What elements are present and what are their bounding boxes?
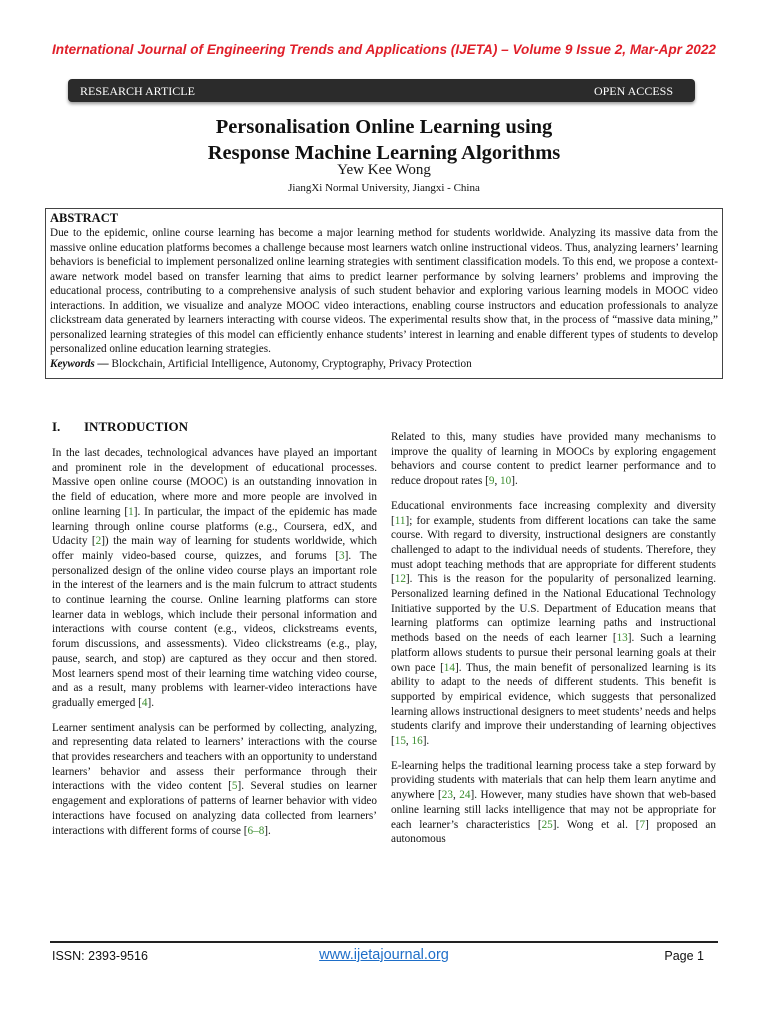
citation-link[interactable]: 23 — [441, 789, 453, 802]
paragraph: E-learning helps the traditional learning process take a step forward by providing students with materials that can help them learn anytime and anywhere [23, 24]. However, many studies have shown that web-based online learning still lacks intelligence that may not be appropriate for each learner’s characteristics [25]. Wong et al. [7] proposed an autonomous — [391, 759, 716, 846]
journal-header: International Journal of Engineering Trends and Applications (IJETA) – Volume 9 Issue 2, Mar-Apr 2022 — [52, 42, 716, 57]
footer-divider — [50, 941, 718, 943]
author-name: Yew Kee Wong — [337, 162, 431, 178]
citation-link[interactable]: 2 — [95, 535, 102, 548]
paragraph: Related to this, many studies have provided many mechanisms to improve the quality of learning in MOOCs by exploring engagement behaviors and course content to predict learner performance and to reduce dropout rates [9, 10]. — [391, 431, 716, 488]
citation-link[interactable]: 13 — [616, 632, 628, 645]
article-banner — [68, 79, 695, 102]
citation-link[interactable]: 5 — [231, 780, 238, 793]
citation-link[interactable]: 4 — [141, 696, 148, 709]
keywords-label: Keywords — — [50, 357, 109, 370]
paragraph: Educational environments face increasing complexity and diversity [11]; for example, students from different locations can take the same course. With regard to diversity, instructional designers are constantly challenged to adapt to the individual needs of students. Therefore, they must adopt teaching methods that are appropriate for different students [12]. This is the reason for the popularity of personalized learning. Personalized learning defined in the National Educational Technology Initiative supported by the U.S. Department of Education means that learning platforms can optimize learning paths and instructional methods based on the needs of each learner [13]. Such a learning platform allows students to pursue their personal learning goals at their own pace [14]. Thus, the main benefit of personalized learning is its ability to adapt to the needs of different students. This benefit is supported by empirical evidence, which suggests that personalized learning allows instructional designers to meet students’ needs and helps students clarify and improve their understanding of learning objectives [15, 16]. — [391, 499, 716, 748]
abstract-box — [45, 208, 723, 379]
citation-link[interactable]: 16 — [411, 735, 423, 748]
right-column — [391, 430, 716, 857]
section-heading — [52, 419, 188, 435]
paper-title — [0, 114, 768, 166]
section-title: INTRODUCTION — [84, 419, 189, 434]
page-number: Page 1 — [664, 949, 704, 963]
paragraph: In the last decades, technological advances have played an important and prominent role in the development of educational processes. Massive open online course (MOOC) is an outstanding innovation in the field of education, where more and more people are involved in online learning [1]. In particular, the impact of the epidemic has made learning through online course platforms (e.g., Coursera, edX, and Udacity [2]) the main way of learning for students worldwide, which offer mainly video-based course, quizzes, and forums [3]. The personalized design of the online video course plays an important role in the interest of the learners and is the main fulcrum to attract students to continue learning the course. Online learning platforms can store learner data in weblogs, which include their personal information and interactions with course content (e.g., videos, clickstreams events, forum discussions, and assessments). Video clickstreams (e.g., play, pause, search, and stop) are captured as they occur and then stored. Most learners spend most of their learning time watching video course, and as a result, many problems with learner-video interactions have gradually emerged [4]. — [52, 447, 377, 709]
issn-label: ISSN: 2393-9516 — [52, 949, 148, 963]
citation-link[interactable]: 3 — [339, 549, 345, 562]
citation-link[interactable]: 24 — [459, 789, 471, 802]
paragraph: Learner sentiment analysis can be performed by collecting, analyzing, and representing data related to learners’ interactions with the course that provides researchers and teachers with an opportunity to understand learners’ behavior and assess their performance through their interactions with the video content [5]. Several studies on learner engagement and explorations of patterns of learner behavior with video interactions have focused on analyzing data collected from learners’ interactions with different forms of course [6–8]. — [52, 721, 377, 837]
citation-link[interactable]: 14 — [443, 661, 455, 674]
citation-link[interactable]: 6–8 — [247, 824, 265, 837]
section-number: I. — [52, 419, 61, 434]
abstract-heading: ABSTRACT — [50, 211, 119, 225]
journal-website-link[interactable]: www.ijetajournal.org — [319, 947, 449, 963]
title-line-2: Response Machine Learning Algorithms — [207, 142, 561, 164]
citation-link[interactable]: 9 — [488, 475, 495, 488]
title-line-1: Personalisation Online Learning using — [215, 116, 553, 138]
citation-link[interactable]: 11 — [394, 514, 406, 527]
abstract-text: Due to the epidemic, online course learning has become a major learning method for students worldwide. Analyzing its massive data from the massive online education platforms becomes a challenge because most learners watch online instructional videos. Thus, analyzing learners’ learning behaviors is beneficial to implement personalized online learning strategies with sentiment classification models. To this end, we propose a context-aware network model based on transfer learning that aims to predict learner performance by solving learners’ problems and improving the educational process, contributing to a comprehensive analysis of such student behavior and exploring various learning models in MOOC video interactions. In addition, we visualize and analyze MOOC video interactions, enabling course instructors and education professionals to analyze clickstream data generated by learners interacting with course videos. The experimental results show that, in the process of “massive data mining,” personalized learning strategies of this model can efficiently enhance students’ interest in learning and enable different types of students to develop personalized online education learning strategies. — [50, 227, 718, 355]
author-affiliation: JiangXi Normal University, Jiangxi - China — [288, 182, 480, 194]
keywords-list: Blockchain, Artificial Intelligence, Autonomy, Cryptography, Privacy Protection — [111, 357, 472, 370]
article-type-label: RESEARCH ARTICLE — [80, 84, 195, 98]
citation-link[interactable]: 15 — [394, 735, 406, 748]
keywords-line — [50, 357, 718, 371]
left-column — [52, 446, 377, 848]
citation-link[interactable]: 25 — [541, 818, 553, 831]
citation-link[interactable]: 12 — [394, 573, 406, 586]
citation-link[interactable]: 1 — [128, 505, 134, 518]
open-access-label: OPEN ACCESS — [593, 84, 673, 98]
citation-link[interactable]: 10 — [500, 475, 512, 488]
citation-link[interactable]: 7 — [639, 818, 646, 831]
